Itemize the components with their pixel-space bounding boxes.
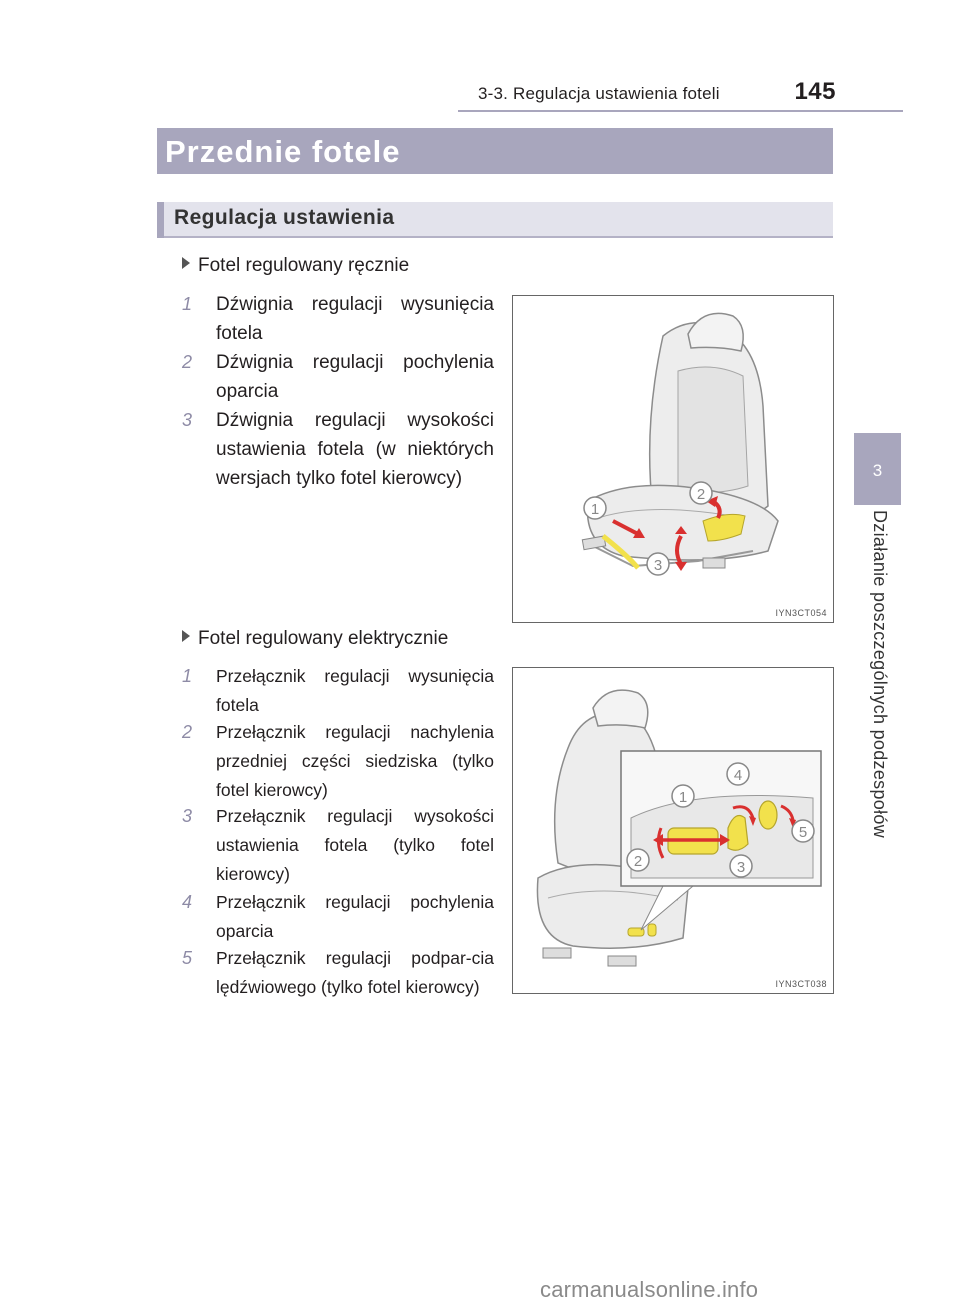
- triangle-bullet-icon: [182, 630, 190, 642]
- list-item: [182, 290, 494, 348]
- list-item: [182, 888, 494, 946]
- item-text: Dźwignia regulacji wysunięcia fotela: [216, 294, 494, 344]
- item-text: Przełącznik regulacji wysunięcia fotela: [216, 666, 494, 715]
- title-bar: [157, 128, 833, 174]
- item-number: 1: [182, 294, 193, 314]
- item-text: Dźwignia regulacji pochylenia oparcia: [216, 352, 494, 402]
- subtitle-bar: [157, 202, 833, 238]
- triangle-bullet-icon: [182, 257, 190, 269]
- svg-text:1: 1: [678, 789, 688, 806]
- svg-text:3: 3: [736, 859, 746, 876]
- item-text: Przełącznik regulacji nachylenia przedniej części siedziska (tylko fotel kierowcy): [216, 722, 494, 800]
- chapter-label: Działanie poszczególnych podzespołów: [870, 510, 890, 838]
- svg-text:4: 4: [733, 767, 743, 784]
- page-header: [458, 78, 878, 108]
- chapter-number: 3: [872, 461, 883, 480]
- svg-text:3: 3: [653, 557, 663, 574]
- item-number: 3: [182, 806, 193, 826]
- page-subtitle: Regulacja ustawienia: [174, 206, 395, 229]
- callout-4: [727, 763, 749, 785]
- item-number: 1: [182, 666, 193, 686]
- list-item: [182, 944, 494, 1002]
- figure-code: IYN3CT038: [775, 979, 827, 989]
- watermark: carmanualsonline.info: [540, 1277, 759, 1302]
- item-text: Przełącznik regulacji podpar-cia lędźwiowego (tylko fotel kierowcy): [216, 948, 494, 997]
- callout-1: [672, 785, 694, 807]
- electric-seat-figure: [512, 667, 834, 994]
- item-text: Przełącznik regulacji wysokości ustawienia fotela (tylko fotel kierowcy): [216, 806, 494, 884]
- item-number: 4: [182, 892, 193, 912]
- list-item: [182, 802, 494, 889]
- manual-seat-illustration: [513, 296, 833, 622]
- electric-heading: [182, 628, 448, 650]
- callout-1: [584, 497, 606, 519]
- chapter-tab[interactable]: [854, 433, 901, 505]
- item-text: Dźwignia regulacji wysokości ustawienia fotela (w niektórych wersjach tylko fotel kierowcy): [216, 410, 494, 489]
- section-title: 3-3. Regulacja ustawienia foteli: [478, 84, 720, 103]
- page-title: Przednie fotele: [165, 134, 401, 169]
- manual-heading: [182, 255, 409, 277]
- callout-3: [730, 855, 752, 877]
- svg-text:2: 2: [633, 853, 643, 870]
- electric-seat-illustration: [513, 668, 833, 993]
- svg-text:1: 1: [590, 501, 600, 518]
- item-number: 2: [182, 722, 193, 742]
- svg-text:2: 2: [696, 486, 706, 503]
- callout-5: [792, 820, 814, 842]
- svg-text:5: 5: [798, 824, 808, 841]
- figure-code: IYN3CT054: [775, 608, 827, 618]
- list-item: [182, 718, 494, 805]
- manual-heading-text: Fotel regulowany ręcznie: [198, 255, 410, 276]
- page-number: 145: [794, 78, 836, 105]
- item-number: 2: [182, 352, 193, 372]
- item-number: 5: [182, 948, 193, 968]
- item-number: 3: [182, 410, 193, 430]
- list-item: [182, 662, 494, 720]
- list-item: [182, 406, 494, 493]
- callout-2: [690, 482, 712, 504]
- list-item: [182, 348, 494, 406]
- electric-heading-text: Fotel regulowany elektrycznie: [198, 628, 449, 649]
- subtitle-edge: [157, 202, 164, 238]
- callout-3: [647, 553, 669, 575]
- header-rule: [458, 110, 903, 112]
- callout-2: [627, 849, 649, 871]
- manual-seat-figure: [512, 295, 834, 623]
- item-text: Przełącznik regulacji pochylenia oparcia: [216, 892, 494, 941]
